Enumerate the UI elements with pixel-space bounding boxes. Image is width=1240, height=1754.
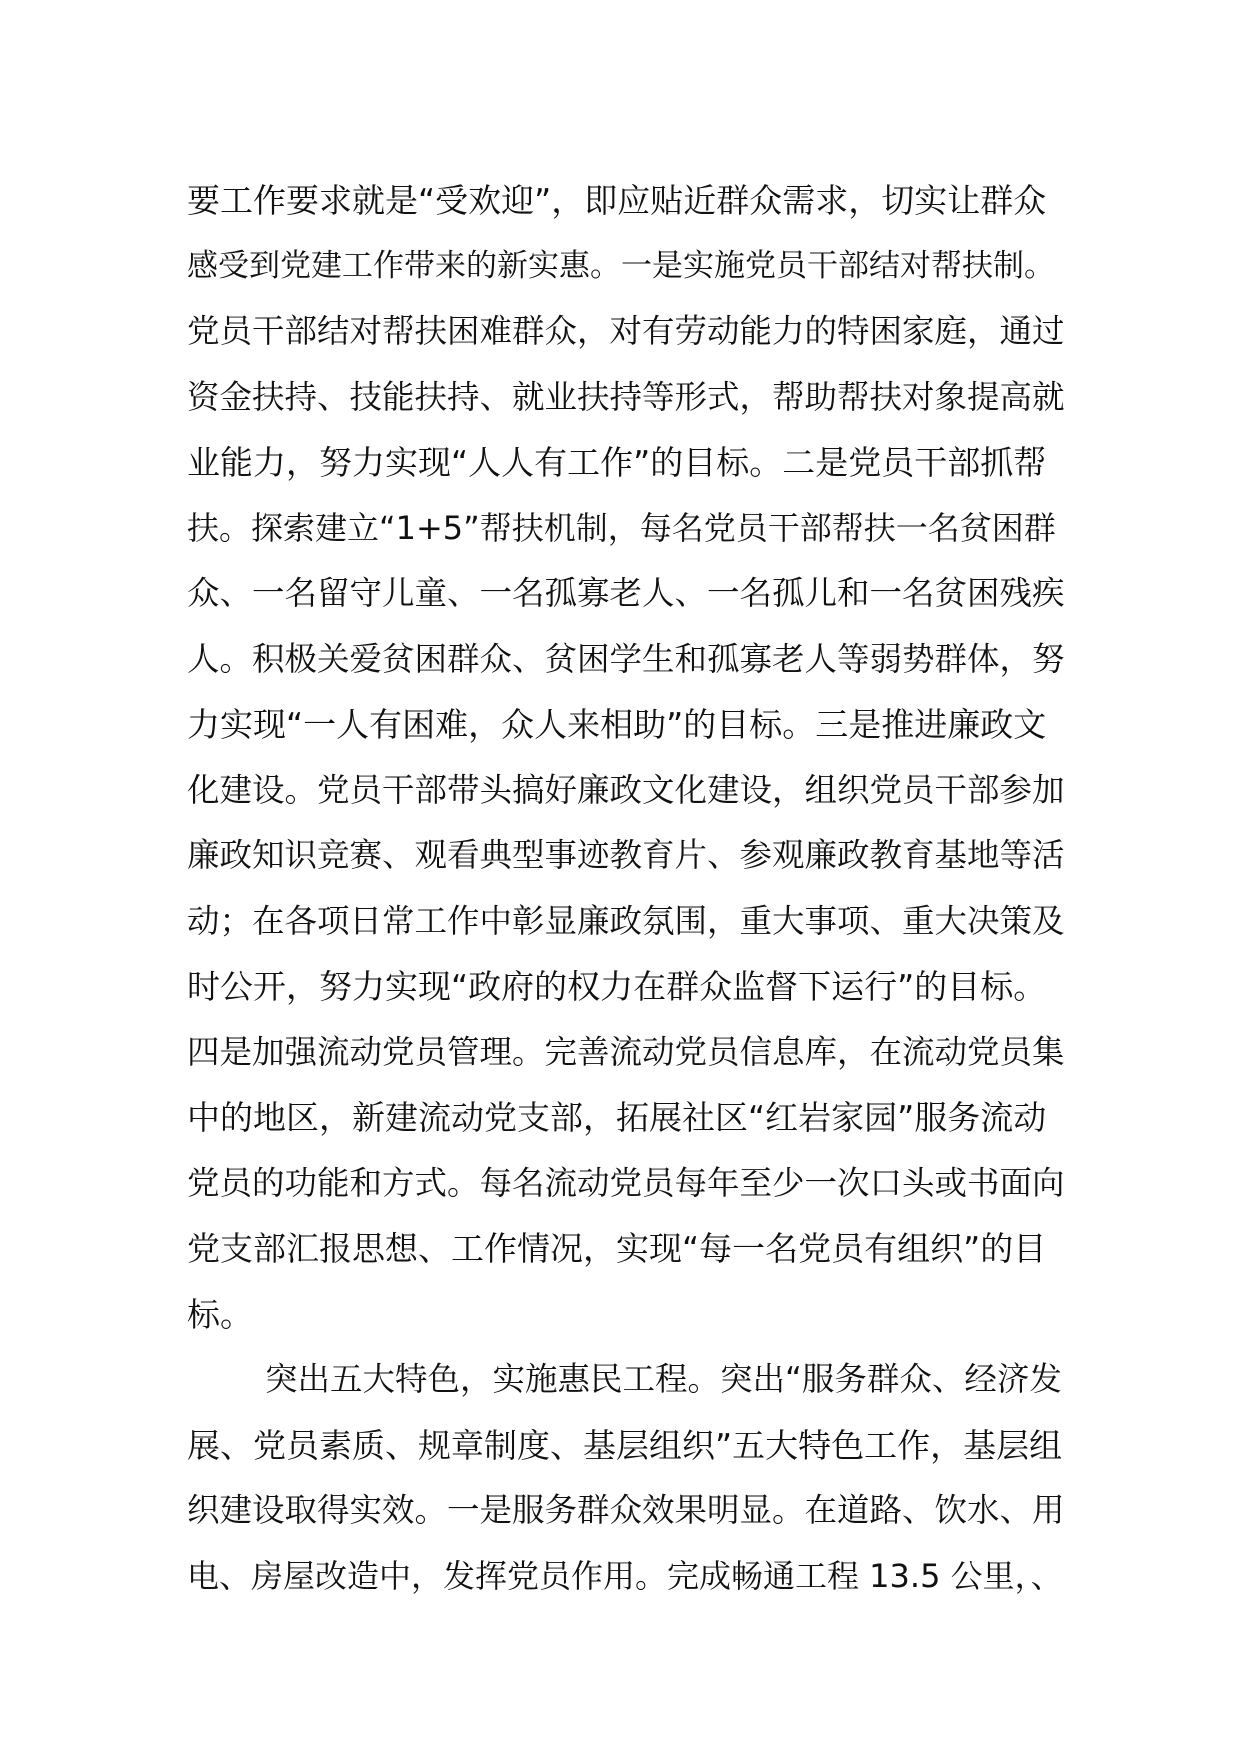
- text-line: 四是加强流动党员管理。完善流动党员信息库，在流动党员集: [187, 1032, 1065, 1071]
- text-line: 动；在各项日常工作中彰显廉政氛围，重大事项、重大决策及: [187, 901, 1065, 940]
- text-line: 感受到党建工作带来的新实惠。一是实施党员干部结对帮扶制。: [187, 247, 1055, 284]
- text-line: 众、一名留守儿童、一名孤寡老人、一名孤儿和一名贫困残疾: [187, 574, 1065, 612]
- text-line: 党支部汇报思想、工作情况，实现“每一名党员有组织”的目: [187, 1229, 1047, 1268]
- paragraph-start-line: 突出五大特色，实施惠民工程。突出“服务群众、经济发: [265, 1360, 1062, 1398]
- text-line: 化建设。党员干部带头搞好廉政文化建设，组织党员干部参加: [187, 770, 1065, 809]
- text-line: 扶。探索建立“1+5”帮扶机制，每名党员干部帮扶一名贫困群: [187, 508, 1056, 547]
- text-line: 中的地区，新建流动党支部，拓展社区“红岩家园”服务流动: [187, 1098, 1047, 1137]
- text-line: 力实现“一人有困难，众人来相助”的目标。三是推进廉政文: [187, 705, 1047, 744]
- text-line: 展、党员素质、规章制度、基层组织”五大特色工作，基层组: [187, 1425, 1063, 1465]
- text-line: 人。积极关爱贫困群众、贫困学生和孤寡老人等弱势群体，努: [187, 639, 1065, 678]
- text-line: 廉政知识竞赛、观看典型事迹教育片、参观廉政教育基地等活: [187, 836, 1065, 874]
- text-line: 电、房屋改造中，发挥党员作用。完成畅通工程 13.5 公里，、: [187, 1556, 1063, 1595]
- text-line: 资金扶持、技能扶持、就业扶持等形式，帮助帮扶对象提高就: [187, 377, 1065, 416]
- text-line: 党员的功能和方式。每名流动党员每年至少一次口头或书面向: [187, 1163, 1065, 1202]
- text-line: 时公开，努力实现“政府的权力在群众监督下运行”的目标。: [187, 967, 1047, 1006]
- text-line: 党员干部结对帮扶困难群众，对有劳动能力的特困家庭，通过: [187, 312, 1065, 350]
- text-line: 标。: [187, 1294, 253, 1334]
- document-body: [187, 168, 1067, 1609]
- text-line: 织建设取得实效。一是服务群众效果明显。在道路、饮水、用: [187, 1491, 1065, 1529]
- text-line: 要工作要求就是“受欢迎”，即应贴近群众需求，切实让群众: [187, 181, 1047, 220]
- text-line: 业能力，努力实现“人人有工作”的目标。二是党员干部抓帮: [187, 443, 1047, 482]
